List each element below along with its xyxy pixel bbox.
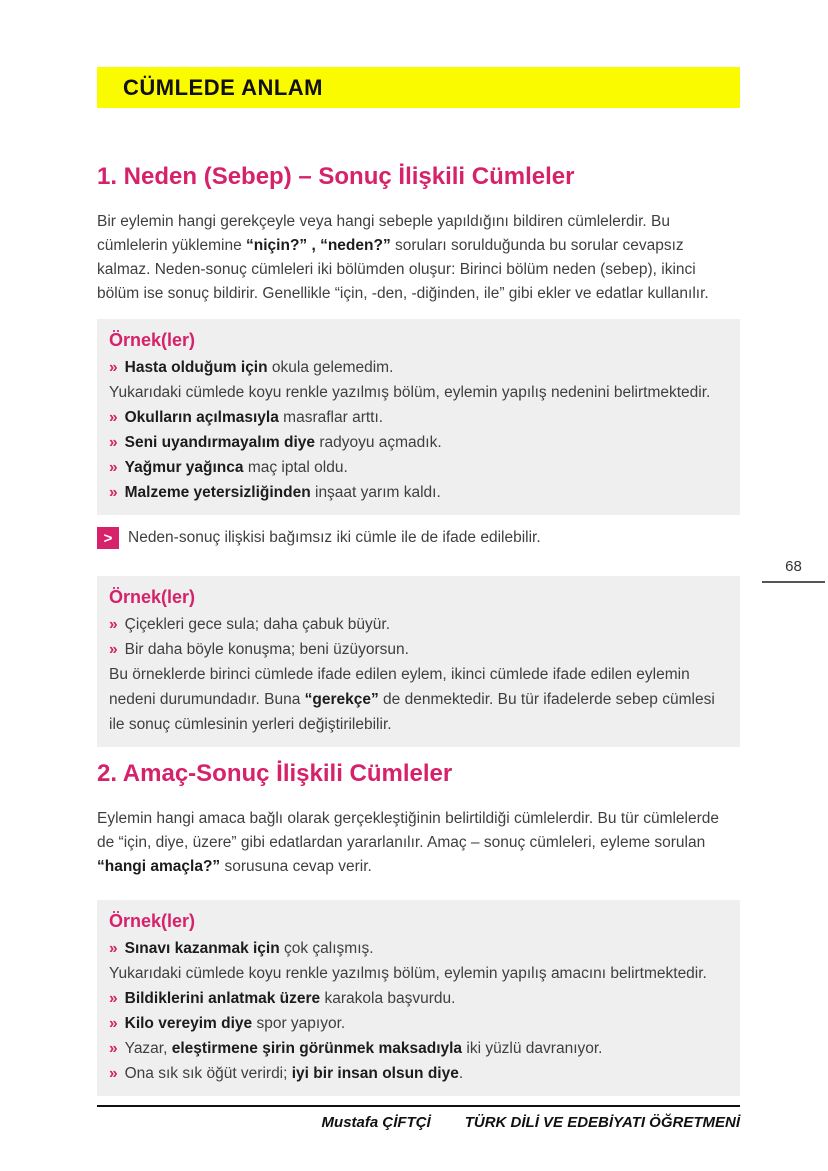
bold-text-segment: “gerekçe” [304, 691, 379, 708]
chapter-banner [97, 67, 740, 108]
bold-text-segment: “hangi amaçla?” [97, 858, 221, 875]
bullet-marker-icon: » [109, 359, 118, 376]
footer-text-row [97, 1114, 740, 1131]
page-footer [97, 1105, 740, 1131]
example-line [109, 430, 728, 455]
bold-text-segment: Kilo vereyim diye [124, 1015, 253, 1032]
bullet-marker-icon: » [109, 940, 118, 957]
text-segment: inşaat yarım kaldı. [310, 484, 441, 501]
bullet-marker-icon: » [109, 641, 118, 658]
bold-text-segment: iyi bir insan olsun diye [291, 1065, 459, 1082]
example-line [109, 355, 728, 380]
bullet-marker-icon: » [109, 1040, 118, 1057]
text-segment: Yazar, [124, 1040, 172, 1057]
text-segment: maç iptal oldu. [243, 459, 348, 476]
bold-text-segment: eleştirmene şirin görünmek maksadıyla [171, 1040, 463, 1057]
bullet-marker-icon: » [109, 459, 118, 476]
page-content [97, 140, 740, 1096]
bold-text-segment: Okulların açılmasıyla [124, 409, 279, 426]
text-segment: de denmektedir. Bu tür ifadelerde sebep cümlesi ile sonuç cümlesinin yerleri değiştirilebilir. [109, 691, 715, 733]
example-line [109, 1036, 728, 1061]
example-line [109, 380, 728, 405]
text-segment: masraflar arttı. [278, 409, 384, 426]
example-line [109, 405, 728, 430]
chapter-title: CÜMLEDE ANLAM [123, 74, 323, 100]
text-segment: okula gelemedim. [267, 359, 394, 376]
chevron-right-icon: > [97, 527, 119, 549]
example-box-1 [97, 319, 740, 515]
example-line [109, 455, 728, 480]
bullet-marker-icon: » [109, 990, 118, 1007]
example-box-2 [97, 576, 740, 747]
text-segment: Yukarıdaki cümlede koyu renkle yazılmış bölüm, eylemin yapılış amacını belirtmektedir. [109, 965, 707, 982]
example-box-3-title: Örnek(ler) [109, 911, 196, 931]
example-box-1-title: Örnek(ler) [109, 330, 196, 350]
bold-text-segment: Seni uyandırmayalım diye [124, 434, 316, 451]
bullet-marker-icon: » [109, 434, 118, 451]
bold-text-segment: “niçin?” , “neden?” [246, 237, 391, 254]
bullet-marker-icon: » [109, 1065, 118, 1082]
text-segment: radyoyu açmadık. [315, 434, 442, 451]
example-line [109, 1061, 728, 1086]
page-number [762, 558, 825, 583]
bold-text-segment: Hasta olduğum için [124, 359, 268, 376]
text-segment: sorusuna cevap verir. [220, 858, 372, 875]
bold-text-segment: Yağmur yağınca [124, 459, 244, 476]
text-segment: soruları sorulduğunda bu sorular cevapsız kalmaz. Neden-sonuç cümleleri iki bölümden oluşur: Birinci bölüm neden (sebep), ikinci bölüm ise sonuç bildirir. Genellikle “için, -den, -diğinden, ile” gibi ekler ve edatlar kullanılır. [97, 237, 709, 302]
text-segment: . [458, 1065, 464, 1082]
example-line [109, 612, 728, 637]
text-segment: Bir daha böyle konuşma; beni üzüyorsun. [124, 641, 409, 658]
text-segment: Bu örneklerde birinci cümlede ifade edilen eylem, ikinci cümlede ifade edilen eylemin nedeni durumundadır. Buna [109, 666, 690, 708]
bullet-marker-icon: » [109, 616, 118, 633]
text-segment: iki yüzlü davranıyor. [462, 1040, 603, 1057]
text-segment: spor yapıyor. [252, 1015, 346, 1032]
example-line [109, 480, 728, 505]
text-segment: Eylemin hangi amaca bağlı olarak gerçekleştiğinin belirtildiği cümlelerdir. Bu tür cümlelerde de “için, diye, üzere” gibi edatlardan yararlanılır. Amaç – sonuç cümleleri, eyleme sorulan [97, 810, 720, 851]
example-line [109, 1011, 728, 1036]
example-box-2-title: Örnek(ler) [109, 587, 196, 607]
example-line [109, 936, 728, 961]
section-1-paragraph [97, 210, 740, 306]
text-segment: Ona sık sık öğüt verirdi; [124, 1065, 292, 1082]
text-segment: Çiçekleri gece sula; daha çabuk büyür. [124, 616, 391, 633]
section-2-paragraph [97, 807, 740, 879]
bullet-marker-icon: » [109, 1015, 118, 1032]
example-box-3 [97, 900, 740, 1096]
note [97, 527, 740, 549]
text-segment: Bir eylemin hangi gerekçeyle veya hangi sebeple yapıldığını bildiren cümlelerdir. Bu cümlelerin yüklemine [97, 213, 670, 254]
text-segment: karakola başvurdu. [320, 990, 456, 1007]
footer-role: TÜRK DİLİ VE EDEBİYATI ÖĞRETMENİ [464, 1114, 740, 1131]
section-2-heading: 2. Amaç-Sonuç İlişkili Cümleler [97, 760, 453, 787]
example-line [109, 986, 728, 1011]
example-line [109, 637, 728, 662]
example-box-2-lines [109, 612, 728, 737]
bold-text-segment: Malzeme yetersizliğinden [124, 484, 311, 501]
bold-text-segment: Bildiklerini anlatmak üzere [124, 990, 321, 1007]
section-1-heading: 1. Neden (Sebep) – Sonuç İlişkili Cümleler [97, 163, 575, 190]
text-segment: Yukarıdaki cümlede koyu renkle yazılmış bölüm, eylemin yapılış nedenini belirtmektedir. [109, 384, 711, 401]
bullet-marker-icon: » [109, 484, 118, 501]
example-box-1-lines [109, 355, 728, 505]
page-number-value: 68 [785, 558, 802, 575]
bullet-marker-icon: » [109, 409, 118, 426]
text-segment: çok çalışmış. [279, 940, 374, 957]
example-line [109, 961, 728, 986]
footer-author: Mustafa ÇİFTÇİ [321, 1114, 431, 1131]
note-text: Neden-sonuç ilişkisi bağımsız iki cümle ile de ifade edilebilir. [128, 529, 541, 546]
example-box-3-lines [109, 936, 728, 1086]
bold-text-segment: Sınavı kazanmak için [124, 940, 280, 957]
example-line [109, 662, 728, 737]
